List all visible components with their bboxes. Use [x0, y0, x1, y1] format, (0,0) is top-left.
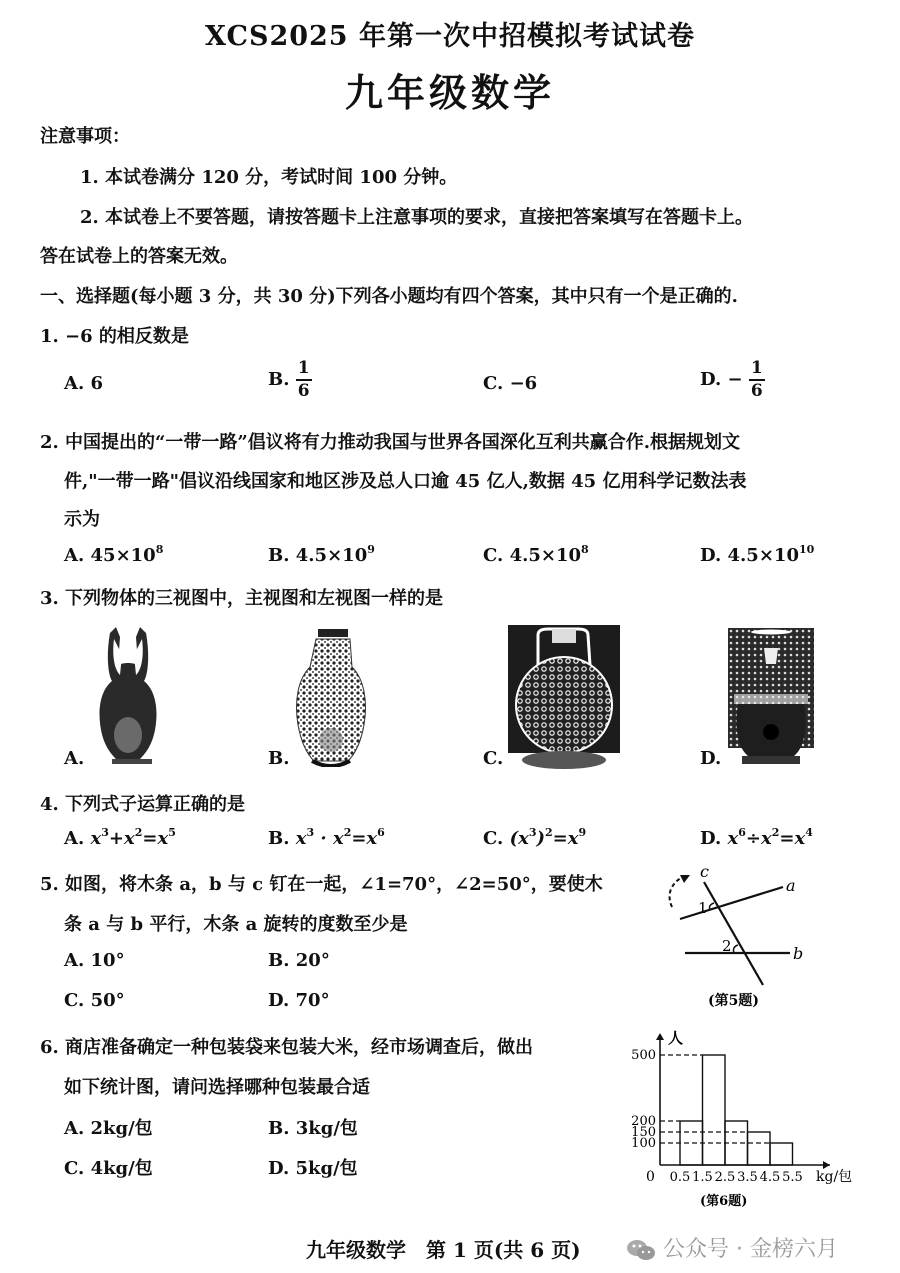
q4-option-d[interactable]	[700, 828, 813, 849]
q4-option-a[interactable]	[64, 828, 176, 849]
option-base: 45×10	[90, 545, 156, 566]
x-axis-label: kg/包	[816, 1169, 853, 1185]
expr-term: +x	[108, 828, 135, 849]
numerator: 1	[296, 360, 312, 381]
q5-option-c[interactable]	[64, 990, 125, 1011]
expr-term: =x	[779, 828, 806, 849]
watermark-text: 公众号 · 金榜六月	[663, 1237, 838, 1262]
q3-option-b-label[interactable]: B.	[268, 748, 290, 769]
q2-option-c[interactable]	[483, 545, 589, 566]
expr-exponent: 2	[134, 826, 143, 839]
option-exponent: 10	[798, 543, 815, 556]
x-tick-label: 2.5	[714, 1170, 736, 1185]
line-c	[704, 882, 763, 985]
q3-option-d-label[interactable]: D.	[700, 748, 722, 769]
expr-exponent: 6	[738, 826, 746, 839]
q2-option-b[interactable]	[268, 545, 375, 566]
expr-term: x	[727, 828, 739, 849]
x-axis-arrow-icon	[823, 1161, 830, 1169]
option-label: A.	[64, 1118, 85, 1139]
expr-exponent: 2	[545, 826, 553, 839]
q5-option-d[interactable]	[268, 990, 330, 1011]
option-label: A.	[64, 950, 85, 971]
q1-option-c[interactable]	[483, 373, 537, 394]
q1-option-d[interactable]	[700, 360, 765, 400]
q5-stem-line2: 条 a 与 b 平行，木条 a 旋转的度数至少是	[64, 914, 408, 935]
y-tick-label: 500	[631, 1048, 656, 1063]
fraction-sign: −	[727, 369, 743, 390]
q3-option-a-label[interactable]: A.	[64, 748, 85, 769]
option-exponent: 9	[367, 543, 375, 556]
expr-exponent: 3	[306, 826, 315, 839]
option-base: 4.5×10	[509, 545, 582, 566]
q2-stem-line1: 2. 中国提出的“一带一路”倡议将有力推动我国与世界各国深化互利共赢合作.根据规划文	[40, 432, 741, 453]
expr-exponent: 5	[168, 826, 176, 839]
q6-option-d[interactable]	[268, 1154, 358, 1180]
q5-figure	[620, 855, 900, 1025]
expr-term: x	[90, 828, 102, 849]
q1-stem: 1. −6 的相反数是	[40, 326, 189, 347]
option-text: 20°	[295, 950, 330, 971]
numerator: 1	[749, 360, 765, 381]
expr-exponent: 3	[528, 826, 537, 839]
option-label: B.	[268, 369, 290, 390]
option-label: D.	[268, 990, 290, 1011]
watermark	[626, 1232, 838, 1263]
option-text: 6	[90, 373, 104, 394]
histogram-bar	[770, 1143, 793, 1165]
q4-stem: 4. 下列式子运算正确的是	[40, 794, 246, 815]
option-base: 4.5×10	[727, 545, 799, 566]
notes-heading: 注意事项：	[40, 126, 130, 147]
y-tick-label: 100	[631, 1136, 656, 1151]
y-tick-label: 200	[631, 1114, 656, 1129]
y-axis-label: 人	[668, 1029, 684, 1047]
origin-label: 0	[646, 1169, 655, 1185]
option-label: B.	[268, 545, 290, 566]
vase-d-image	[728, 628, 814, 768]
q5-option-a[interactable]	[64, 950, 125, 971]
vase-c-image	[508, 625, 620, 770]
option-text: 4kg/包	[90, 1158, 153, 1179]
expr-exponent: 2	[343, 826, 352, 839]
page-footer: 九年级数学 第 1 页(共 6 页)	[306, 1238, 581, 1262]
q3-stem: 3. 下列物体的三视图中，主视图和左视图一样的是	[40, 588, 444, 609]
option-label: D.	[700, 369, 722, 390]
angle2-arc	[734, 945, 739, 953]
label-a: a	[786, 876, 796, 895]
q4-option-b[interactable]	[268, 828, 385, 849]
expr-exponent: 6	[377, 826, 385, 839]
q2-stem-line2: 件,"一带一路"倡议沿线国家和地区涉及总人口逾 45 亿人,数据 45 亿用科学记数法表	[64, 471, 747, 492]
section-heading: 一、选择题(每小题 3 分，共 30 分)下列各小题均有四个答案，其中只有一个是正确的.	[40, 286, 738, 307]
denominator: 6	[297, 381, 310, 401]
q3-option-c-label[interactable]: C.	[483, 748, 504, 769]
option-text: −6	[509, 373, 538, 394]
expr-exponent: 9	[578, 826, 587, 839]
q5-stem-line1: 5. 如图，将木条 a，b 与 c 钉在一起，∠1=70°，∠2=50°，要使木	[40, 874, 603, 895]
wechat-icon	[626, 1238, 656, 1262]
vase-a-image	[88, 625, 168, 767]
q6-stem-line2: 如下统计图，请问选择哪种包装最合适	[64, 1077, 370, 1098]
option-exponent: 8	[581, 543, 589, 556]
option-text: 50°	[90, 990, 125, 1011]
expr-term: )	[536, 828, 545, 849]
rotation-arrow-icon	[670, 877, 682, 907]
q6-option-c[interactable]	[64, 1154, 153, 1180]
option-label: C.	[483, 373, 504, 394]
option-label: C.	[64, 1158, 85, 1179]
fraction	[296, 360, 312, 400]
expr-term: =x	[552, 828, 579, 849]
x-tick-label: 5.5	[782, 1170, 803, 1185]
option-label: D.	[268, 1158, 290, 1179]
option-label: C.	[64, 990, 85, 1011]
expr-term: =x	[142, 828, 169, 849]
option-label: C.	[483, 545, 504, 566]
q2-option-a[interactable]	[64, 545, 163, 566]
x-tick-label: 3.5	[737, 1170, 758, 1185]
option-text: 5kg/包	[295, 1158, 358, 1179]
q6-option-b[interactable]	[268, 1114, 358, 1140]
histogram-bar	[703, 1055, 726, 1165]
expr-exponent: 3	[101, 826, 109, 839]
note-1: 1. 本试卷满分 120 分，考试时间 100 分钟。	[80, 167, 458, 188]
label-b: b	[793, 944, 804, 963]
line-a	[680, 887, 783, 919]
option-label: B.	[268, 1118, 290, 1139]
option-text: 10°	[90, 950, 125, 971]
histogram-bar	[748, 1132, 771, 1165]
chart-caption: (第6题)	[700, 1194, 748, 1209]
option-exponent: 8	[155, 543, 164, 556]
option-label: B.	[268, 828, 290, 849]
q1-option-a[interactable]	[64, 373, 103, 394]
expr-term: =x	[351, 828, 378, 849]
x-tick-label: 1.5	[692, 1170, 713, 1185]
vase-b-image	[290, 625, 372, 767]
denominator: 6	[750, 381, 763, 401]
label-angle1: 1	[698, 899, 708, 917]
q4-option-c[interactable]	[483, 828, 586, 849]
option-label: D.	[700, 545, 722, 566]
figure-caption: (第5题)	[708, 993, 759, 1009]
option-label: B.	[268, 950, 290, 971]
expr-term: (x	[509, 828, 529, 849]
option-label: A.	[64, 373, 85, 394]
option-text: 3kg/包	[295, 1118, 358, 1139]
label-c: c	[700, 862, 709, 881]
option-text: 70°	[295, 990, 330, 1011]
q6-stem-line1: 6. 商店准备确定一种包装袋来包装大米，经市场调查后，做出	[40, 1037, 534, 1058]
x-tick-label: 4.5	[759, 1170, 781, 1185]
y-axis-arrow-icon	[656, 1033, 664, 1040]
q6-option-a[interactable]	[64, 1114, 153, 1140]
expr-exponent: 2	[771, 826, 780, 839]
option-label: D.	[700, 828, 722, 849]
option-label: A.	[64, 545, 85, 566]
exam-title: XCS2025 年第一次中招模拟考试试卷	[204, 21, 695, 52]
note-2: 2. 本试卷上不要答题，请按答题卡上注意事项的要求，直接把答案填写在答题卡上。	[80, 207, 754, 228]
fraction	[749, 360, 765, 400]
expr-term: ÷x	[745, 828, 772, 849]
histogram-bar	[680, 1121, 703, 1165]
q5-option-b[interactable]	[268, 950, 330, 971]
option-text: 2kg/包	[90, 1118, 153, 1139]
option-label: C.	[483, 828, 504, 849]
y-tick-label: 150	[631, 1125, 656, 1140]
q1-option-b[interactable]	[268, 360, 312, 400]
q2-option-d[interactable]	[700, 545, 814, 566]
note-2-cont: 答在试卷上的答案无效。	[40, 246, 238, 267]
exam-subject: 九年级数学	[344, 70, 555, 115]
x-tick-label: 0.5	[669, 1170, 691, 1185]
q2-stem-line3: 示为	[64, 509, 100, 530]
expr-term: x	[295, 828, 307, 849]
arrow-head-icon	[680, 875, 690, 883]
q6-histogram	[620, 1025, 880, 1215]
label-angle2: 2	[722, 937, 732, 955]
option-base: 4.5×10	[295, 545, 368, 566]
option-label: A.	[64, 828, 85, 849]
expr-term: · x	[314, 828, 344, 849]
expr-exponent: 4	[805, 826, 813, 839]
